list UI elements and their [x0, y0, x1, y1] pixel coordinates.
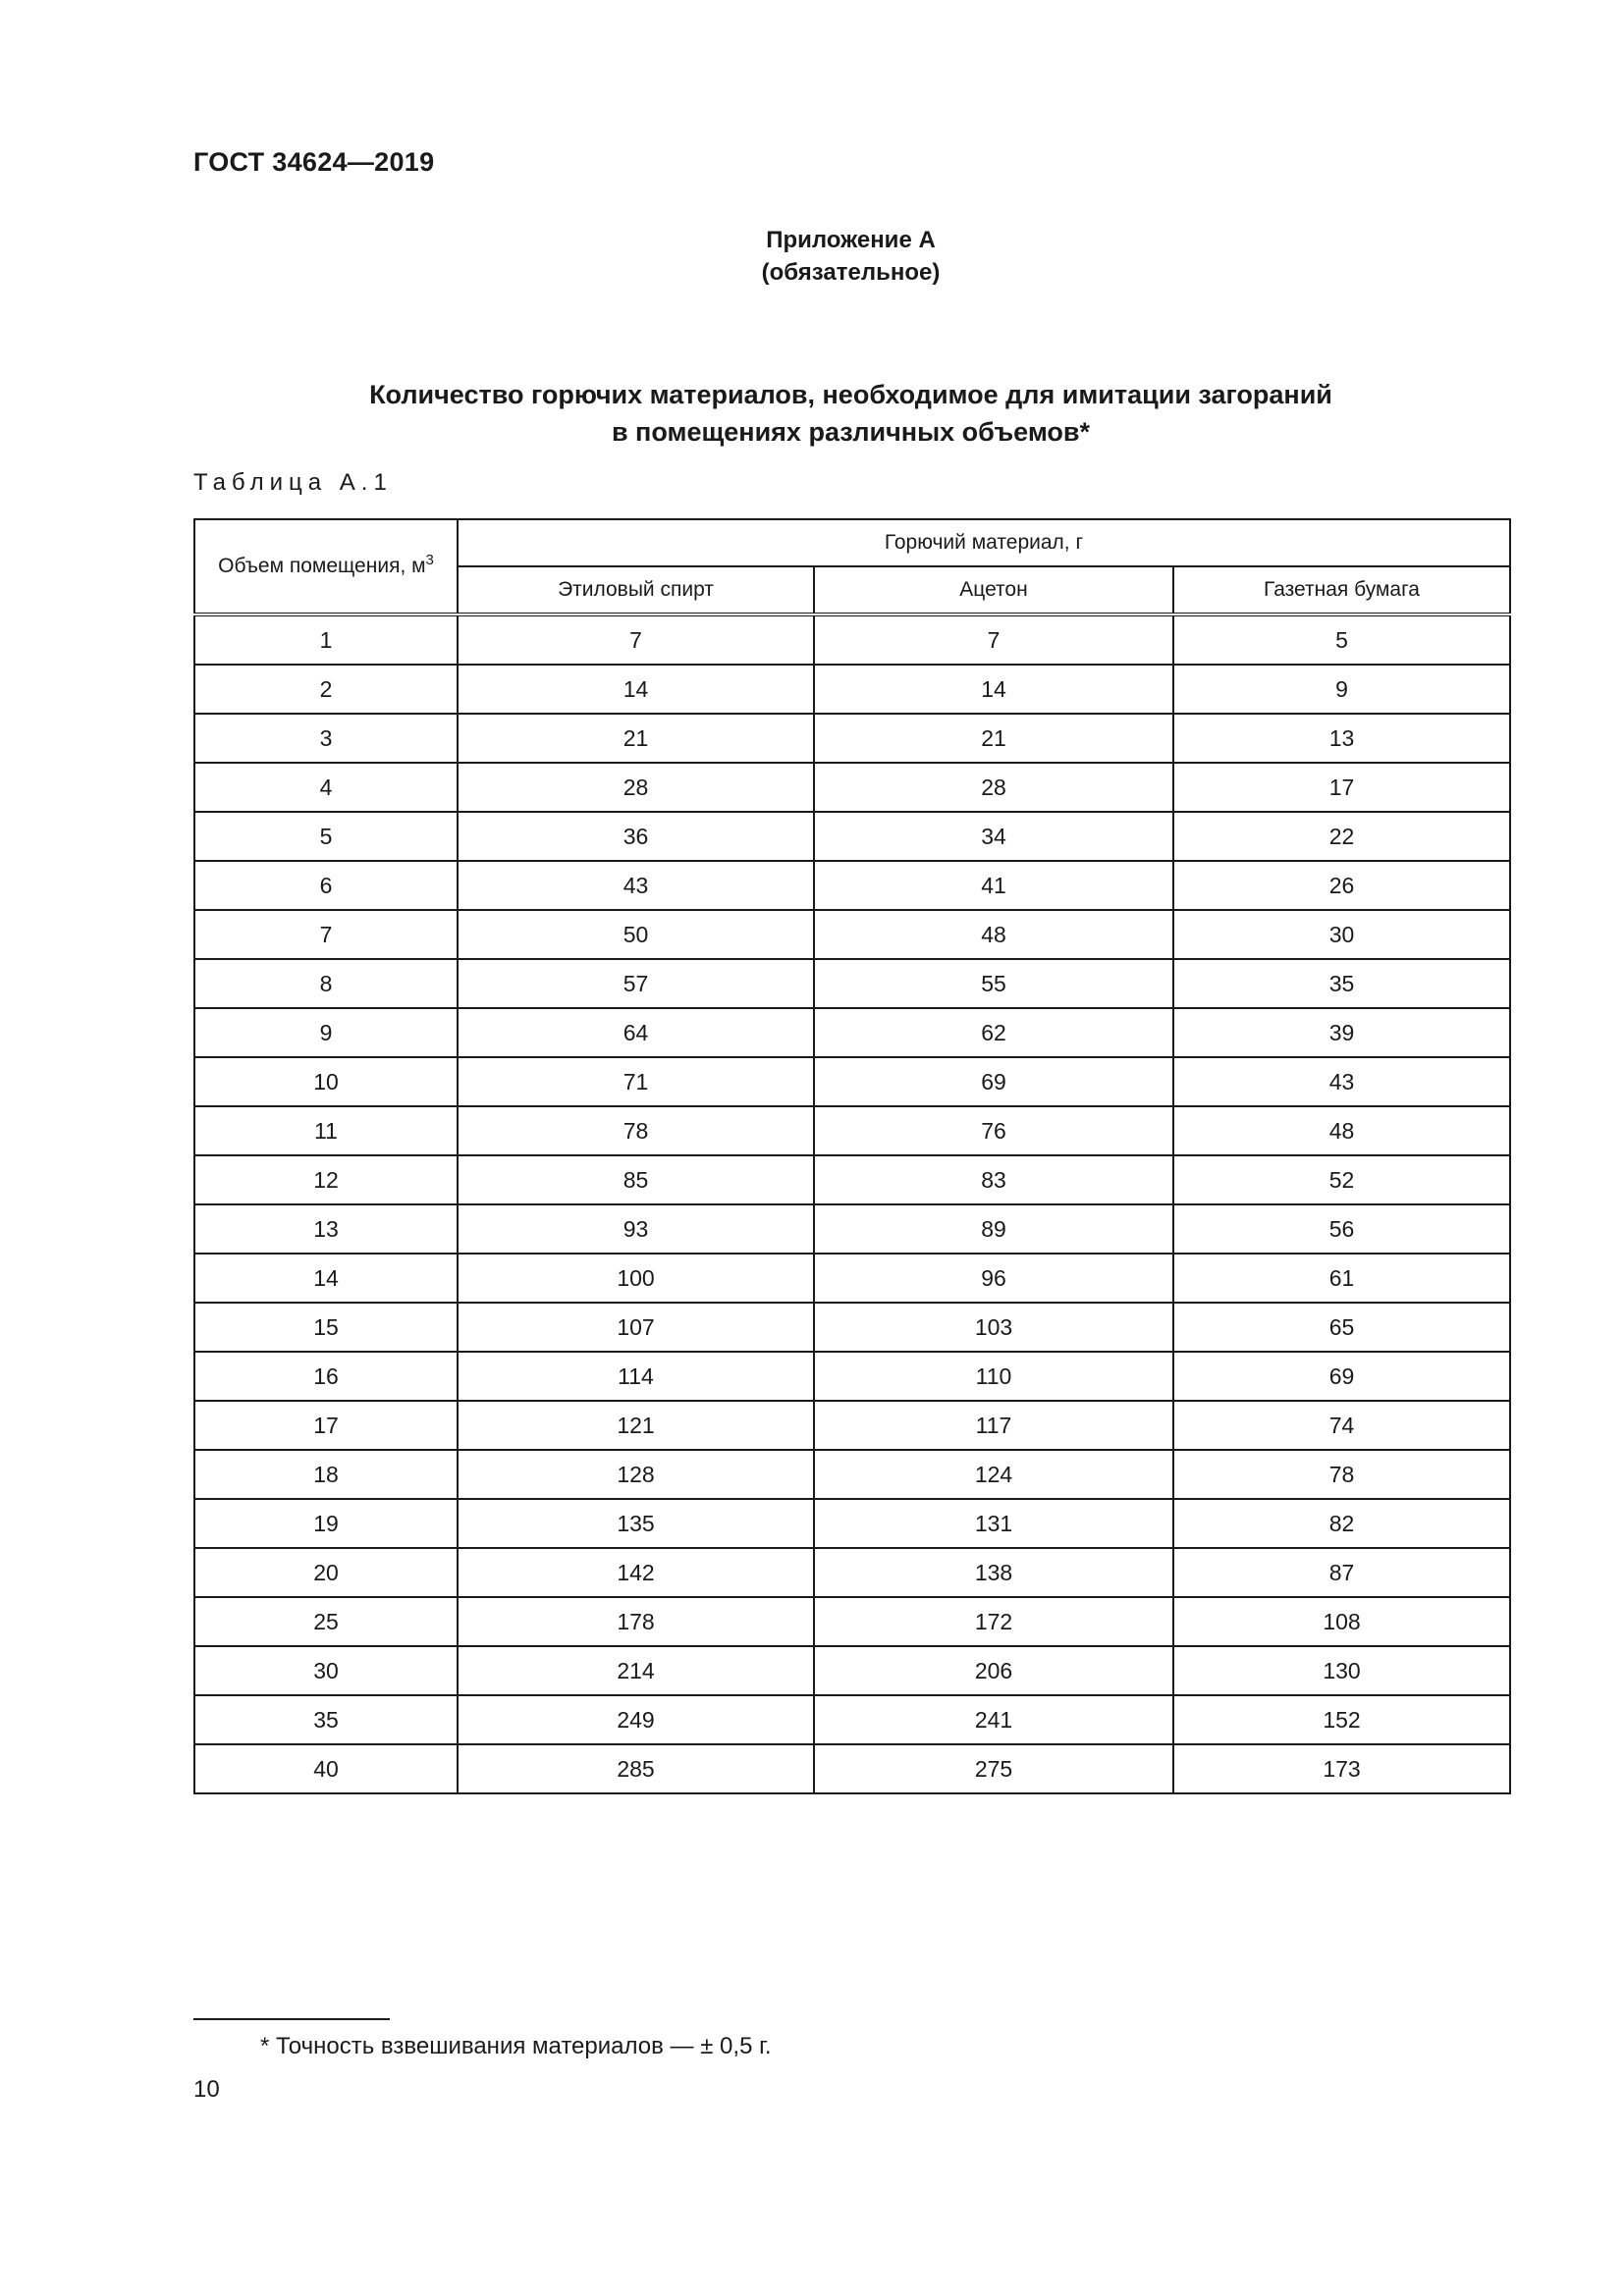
table-cell: 35 [1173, 959, 1510, 1008]
footnote-divider [193, 2018, 390, 2020]
table-cell: 13 [194, 1204, 458, 1254]
table-cell: 107 [458, 1303, 814, 1352]
table-cell: 4 [194, 763, 458, 812]
table-row [194, 714, 1510, 763]
table-cell: 18 [194, 1450, 458, 1499]
table-row [194, 1548, 1510, 1597]
table-cell: 178 [458, 1597, 814, 1646]
table-row [194, 614, 1510, 665]
table-cell: 25 [194, 1597, 458, 1646]
table-cell: 39 [1173, 1008, 1510, 1057]
row-header-superscript: 3 [425, 552, 434, 568]
table-cell: 17 [1173, 763, 1510, 812]
table-cell: 78 [1173, 1450, 1510, 1499]
document-title-line-1: Количество горючих материалов, необходимое для имитации загораний [369, 380, 1332, 409]
table-cell: 114 [458, 1352, 814, 1401]
table-cell: 30 [1173, 910, 1510, 959]
table-row [194, 1254, 1510, 1303]
table-cell: 74 [1173, 1401, 1510, 1450]
table-cell: 76 [814, 1106, 1173, 1155]
table-cell: 22 [1173, 812, 1510, 861]
table-cell: 34 [814, 812, 1173, 861]
column-header-ethanol: Этиловый спирт [458, 566, 814, 614]
appendix-title: Приложение А [766, 227, 936, 253]
table-row [194, 1008, 1510, 1057]
table-cell: 41 [814, 861, 1173, 910]
table-cell: 1 [194, 614, 458, 665]
table-cell: 7 [814, 614, 1173, 665]
table-cell: 285 [458, 1744, 814, 1793]
appendix-heading [0, 224, 1624, 289]
table-cell: 71 [458, 1057, 814, 1106]
row-header-volume [194, 519, 458, 614]
table-cell: 12 [194, 1155, 458, 1204]
table-cell: 206 [814, 1646, 1173, 1695]
table-cell: 110 [814, 1352, 1173, 1401]
table-cell: 152 [1173, 1695, 1510, 1744]
table-cell: 172 [814, 1597, 1173, 1646]
table-cell: 43 [1173, 1057, 1510, 1106]
table-cell: 124 [814, 1450, 1173, 1499]
table-cell: 130 [1173, 1646, 1510, 1695]
table-cell: 19 [194, 1499, 458, 1548]
table-cell: 13 [1173, 714, 1510, 763]
table-cell: 61 [1173, 1254, 1510, 1303]
table-cell: 28 [814, 763, 1173, 812]
table-cell: 30 [194, 1646, 458, 1695]
table-row [194, 665, 1510, 714]
table-cell: 3 [194, 714, 458, 763]
group-header-material: Горючий материал, г [458, 519, 1510, 566]
table-cell: 7 [194, 910, 458, 959]
row-header-label: Объем помещения, м [218, 555, 426, 577]
table-cell: 249 [458, 1695, 814, 1744]
table-cell: 173 [1173, 1744, 1510, 1793]
table-row [194, 1450, 1510, 1499]
table-cell: 96 [814, 1254, 1173, 1303]
table-row [194, 1401, 1510, 1450]
table-cell: 69 [814, 1057, 1173, 1106]
table-cell: 43 [458, 861, 814, 910]
materials-table [193, 518, 1511, 1794]
table-cell: 69 [1173, 1352, 1510, 1401]
table-cell: 36 [458, 812, 814, 861]
table-cell: 17 [194, 1401, 458, 1450]
table-row [194, 812, 1510, 861]
document-title-line-2: в помещениях различных объемов* [611, 417, 1091, 447]
table-cell: 6 [194, 861, 458, 910]
table-row [194, 1155, 1510, 1204]
table-cell: 52 [1173, 1155, 1510, 1204]
table-cell: 62 [814, 1008, 1173, 1057]
appendix-status: (обязательное) [761, 259, 941, 286]
table-cell: 14 [814, 665, 1173, 714]
table-cell: 103 [814, 1303, 1173, 1352]
table-cell: 241 [814, 1695, 1173, 1744]
table-row [194, 1204, 1510, 1254]
table-row [194, 959, 1510, 1008]
table-cell: 5 [194, 812, 458, 861]
table-cell: 20 [194, 1548, 458, 1597]
standard-number: ГОСТ 34624—2019 [193, 147, 435, 177]
table-caption: Таблица А.1 [193, 469, 393, 496]
table-cell: 142 [458, 1548, 814, 1597]
table-row [194, 1695, 1510, 1744]
table-cell: 65 [1173, 1303, 1510, 1352]
column-header-newspaper: Газетная бумага [1173, 566, 1510, 614]
table-cell: 83 [814, 1155, 1173, 1204]
document-title [0, 376, 1624, 451]
column-header-acetone: Ацетон [814, 566, 1173, 614]
table-cell: 21 [458, 714, 814, 763]
table-row [194, 861, 1510, 910]
table-cell: 35 [194, 1695, 458, 1744]
table-row [194, 763, 1510, 812]
table-cell: 48 [814, 910, 1173, 959]
table-cell: 55 [814, 959, 1173, 1008]
table-cell: 64 [458, 1008, 814, 1057]
table-cell: 7 [458, 614, 814, 665]
table-cell: 8 [194, 959, 458, 1008]
table-cell: 10 [194, 1057, 458, 1106]
table-row [194, 1499, 1510, 1548]
table-cell: 275 [814, 1744, 1173, 1793]
table-cell: 121 [458, 1401, 814, 1450]
table-row [194, 1597, 1510, 1646]
table-cell: 82 [1173, 1499, 1510, 1548]
table-cell: 108 [1173, 1597, 1510, 1646]
footnote: * Точность взвешивания материалов — ± 0,5 г. [260, 2033, 772, 2059]
table-cell: 28 [458, 763, 814, 812]
table-cell: 11 [194, 1106, 458, 1155]
page-number: 10 [193, 2076, 220, 2103]
table-cell: 100 [458, 1254, 814, 1303]
table-cell: 5 [1173, 614, 1510, 665]
table-row [194, 1303, 1510, 1352]
table-cell: 2 [194, 665, 458, 714]
table-cell: 9 [1173, 665, 1510, 714]
table-cell: 78 [458, 1106, 814, 1155]
table-cell: 128 [458, 1450, 814, 1499]
table-cell: 26 [1173, 861, 1510, 910]
table-cell: 14 [194, 1254, 458, 1303]
table-cell: 16 [194, 1352, 458, 1401]
table-body [194, 614, 1510, 1793]
table-row [194, 1352, 1510, 1401]
table-row [194, 1057, 1510, 1106]
table-cell: 57 [458, 959, 814, 1008]
table-cell: 89 [814, 1204, 1173, 1254]
table-cell: 135 [458, 1499, 814, 1548]
table-cell: 14 [458, 665, 814, 714]
table-cell: 48 [1173, 1106, 1510, 1155]
table-row [194, 1744, 1510, 1793]
table-cell: 87 [1173, 1548, 1510, 1597]
table-cell: 21 [814, 714, 1173, 763]
table-cell: 9 [194, 1008, 458, 1057]
table-cell: 85 [458, 1155, 814, 1204]
table-cell: 117 [814, 1401, 1173, 1450]
table-cell: 40 [194, 1744, 458, 1793]
table-row [194, 910, 1510, 959]
table-cell: 131 [814, 1499, 1173, 1548]
table-row [194, 1106, 1510, 1155]
table-cell: 56 [1173, 1204, 1510, 1254]
table-cell: 93 [458, 1204, 814, 1254]
table-cell: 214 [458, 1646, 814, 1695]
table-cell: 15 [194, 1303, 458, 1352]
table-row [194, 1646, 1510, 1695]
table-cell: 138 [814, 1548, 1173, 1597]
table-cell: 50 [458, 910, 814, 959]
